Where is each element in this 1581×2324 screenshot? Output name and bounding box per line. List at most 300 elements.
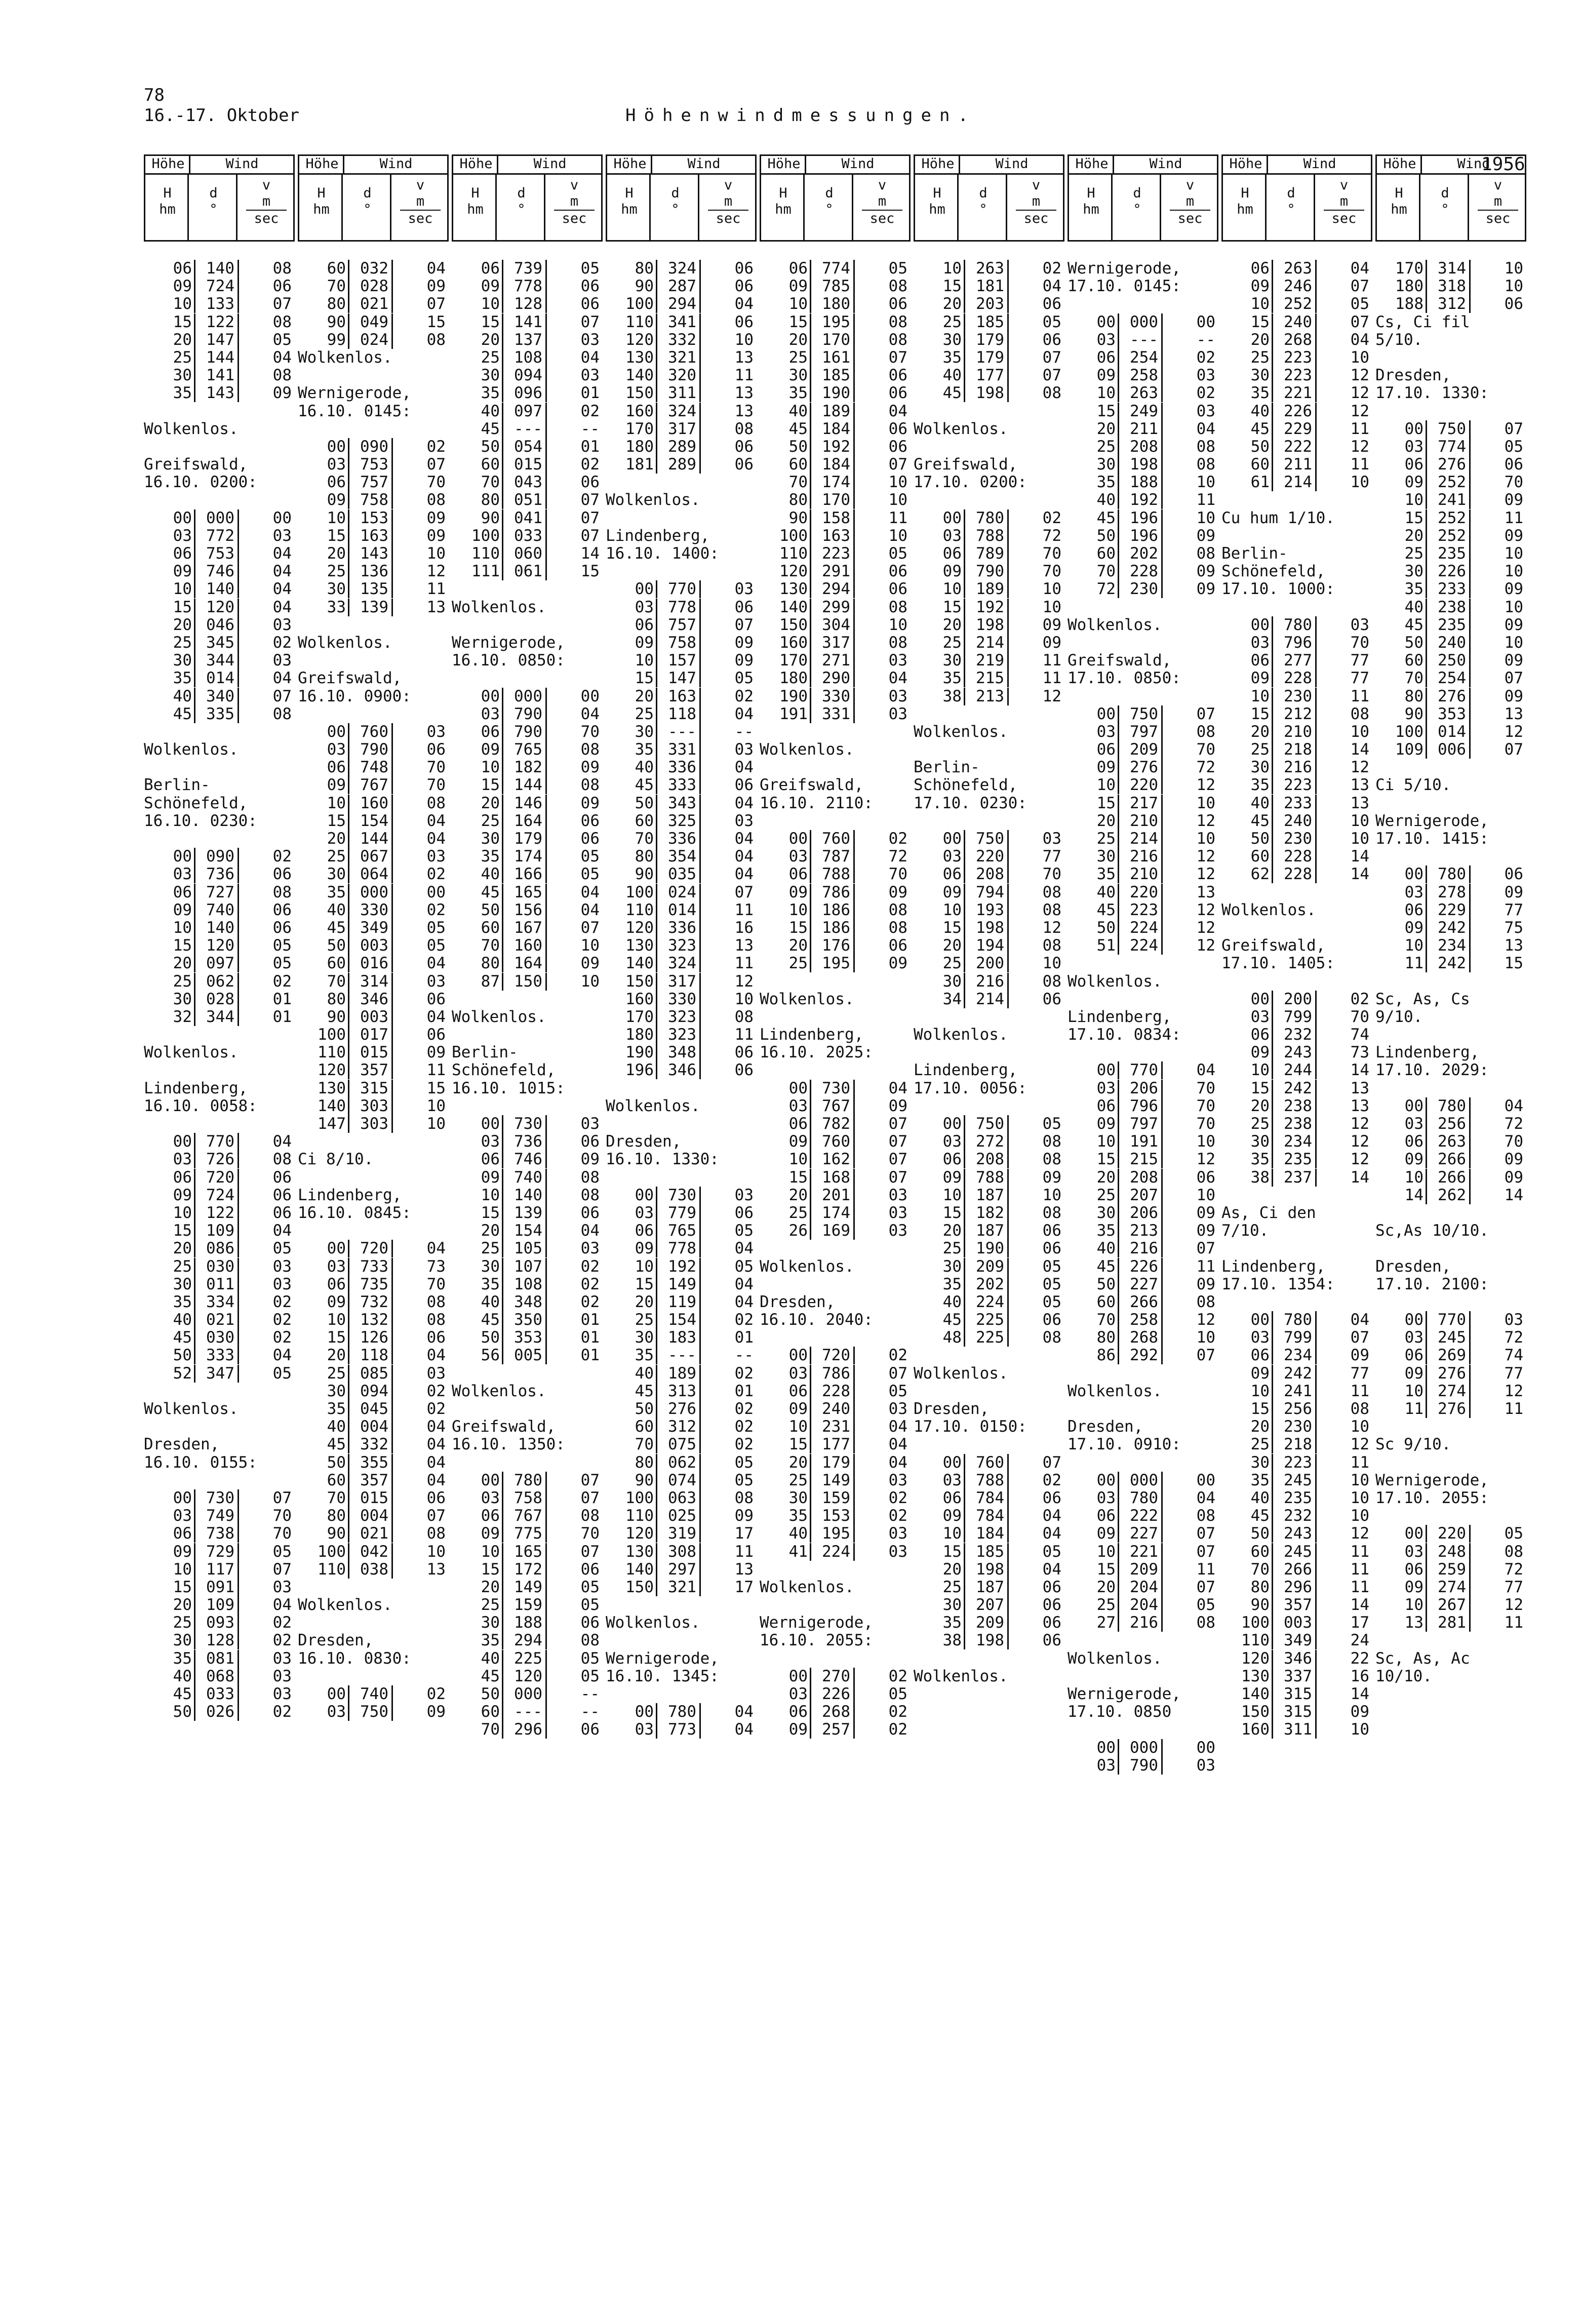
note-text: Cs, Ci fil: [1375, 312, 1470, 331]
note-text: 16.10. 0155:: [144, 1453, 257, 1472]
table-row: [144, 1543, 296, 1561]
table-row: [606, 1026, 758, 1044]
height-cell: 06: [760, 1703, 811, 1721]
table-row: [1221, 688, 1373, 705]
speed-cell: 04: [888, 1417, 907, 1436]
speed-cell: 03: [426, 847, 446, 866]
height-cell: 20: [914, 937, 965, 955]
speed-cell: 05: [580, 1596, 600, 1614]
height-cell: 80: [298, 1507, 349, 1525]
height-cell: 03: [452, 1133, 503, 1151]
table-row: [1221, 1596, 1373, 1614]
direction-cell: 263: [965, 260, 1009, 278]
direction-cell: 297: [657, 1561, 701, 1579]
direction-cell: 160: [503, 937, 547, 955]
height-cell: 99: [298, 331, 349, 349]
spacer: [1221, 884, 1373, 901]
speed-cell: 04: [426, 1346, 446, 1365]
table-row: [1068, 563, 1219, 580]
height-cell: 35: [1375, 580, 1427, 598]
table-row: [606, 884, 758, 901]
table-row: [1375, 705, 1527, 723]
table-row: [144, 1169, 296, 1187]
speed-cell: 08: [580, 1186, 600, 1204]
direction-cell: 779: [657, 1204, 701, 1222]
direction-cell: 331: [811, 705, 855, 723]
speed-cell: 04: [426, 1435, 446, 1454]
note-text: 17.10. 1405:: [1221, 954, 1335, 973]
wind-label: Wind: [1457, 156, 1490, 172]
table-row: [760, 1418, 912, 1436]
height-cell: 03: [144, 865, 195, 883]
speed-cell: 07: [888, 1168, 907, 1187]
spacer: [298, 652, 450, 669]
direction-cell: 041: [503, 509, 547, 527]
direction-cell: 062: [195, 973, 239, 991]
column-header: [1068, 154, 1218, 242]
spacer: [298, 367, 450, 384]
direction-cell: 107: [503, 1258, 547, 1276]
note-text: 16.10. 0845:: [298, 1203, 411, 1222]
table-row: [452, 973, 604, 991]
direction-cell: 223: [1273, 349, 1317, 367]
speed-cell: 11: [1196, 491, 1215, 509]
table-row: [760, 1721, 912, 1739]
spacer: [298, 1614, 450, 1632]
direction-cell: 760: [811, 830, 855, 848]
table-row: [452, 901, 604, 919]
direction-cell: 174: [811, 474, 855, 491]
station-note: [760, 1579, 912, 1596]
spacer: [1221, 527, 1373, 545]
height-cell: 00: [1068, 313, 1119, 331]
spacer: [1375, 1293, 1527, 1311]
table-row: [144, 509, 296, 527]
height-cell: 110: [760, 545, 811, 563]
table-row: [1221, 1400, 1373, 1418]
station-note: [452, 1383, 604, 1400]
direction-cell: 021: [349, 295, 393, 313]
speed-cell: 70: [272, 1524, 292, 1543]
spacer: [606, 1115, 758, 1133]
station-note: [1068, 1685, 1219, 1703]
speed-cell: 07: [1350, 312, 1369, 331]
height-cell: 160: [606, 403, 657, 420]
height-cell: 10: [452, 1543, 503, 1561]
speed-cell: 05: [580, 259, 600, 278]
speed-cell: 13: [734, 1560, 754, 1579]
direction-cell: 030: [195, 1329, 239, 1347]
direction-unit: d °: [807, 174, 853, 240]
direction-cell: 051: [503, 491, 547, 509]
height-cell: 20: [144, 1240, 195, 1257]
station-note: [1375, 1061, 1527, 1079]
table-row: [452, 1685, 604, 1703]
spacer: [914, 1347, 1065, 1364]
table-row: [298, 1329, 450, 1347]
table-row: [606, 795, 758, 812]
height-cell: 09: [1375, 1151, 1427, 1168]
station-note: [1068, 1418, 1219, 1436]
station-note: [298, 1187, 450, 1204]
direction-cell: 176: [811, 937, 855, 955]
table-row: [1221, 705, 1373, 723]
height-cell: 10: [914, 901, 965, 919]
table-row: [298, 1365, 450, 1383]
direction-cell: 225: [503, 1650, 547, 1668]
height-cell: 35: [914, 349, 965, 367]
height-cell: 33: [298, 599, 349, 616]
spacer: [606, 474, 758, 491]
direction-cell: 068: [195, 1668, 239, 1685]
direction-cell: 788: [965, 527, 1009, 545]
table-row: [298, 884, 450, 901]
speed-cell: 02: [426, 900, 446, 919]
height-cell: 10: [452, 759, 503, 776]
table-row: [298, 474, 450, 491]
table-row: [452, 919, 604, 937]
speed-cell: 02: [1196, 384, 1215, 403]
height-cell: 180: [760, 669, 811, 687]
speed-cell: 12: [1350, 437, 1369, 456]
table-row: [144, 545, 296, 563]
direction-cell: 340: [195, 688, 239, 705]
speed-cell: 13: [1350, 1096, 1369, 1115]
speed-cell: 70: [1196, 1096, 1215, 1115]
spacer: [1068, 1721, 1219, 1739]
direction-cell: 149: [503, 1579, 547, 1596]
direction-cell: 243: [1273, 1525, 1317, 1543]
direction-cell: 296: [1273, 1579, 1317, 1596]
table-row: [298, 1543, 450, 1561]
direction-cell: 317: [657, 420, 701, 438]
table-row: [1221, 812, 1373, 830]
direction-cell: 794: [965, 884, 1009, 901]
table-row: [606, 705, 758, 723]
table-row: [1375, 669, 1527, 687]
speed-cell: 00: [1196, 312, 1215, 331]
speed-cell: 06: [734, 437, 754, 456]
note-text: Dresden,: [1375, 1257, 1451, 1276]
speed-cell: 06: [888, 562, 907, 581]
speed-cell: 04: [272, 562, 292, 581]
height-cell: 196: [606, 1061, 657, 1079]
direction-cell: 335: [195, 705, 239, 723]
speed-cell: 04: [734, 758, 754, 777]
table-row: [1221, 795, 1373, 812]
table-row: [914, 1133, 1065, 1151]
speed-cell: 07: [1504, 419, 1523, 438]
station-note: [1068, 973, 1219, 991]
speed-cell: 02: [1042, 259, 1061, 278]
speed-cell: 03: [888, 1542, 907, 1561]
speed-cell: 10: [888, 615, 907, 634]
table-row: [144, 260, 296, 278]
direction-cell: 170: [811, 491, 855, 509]
table-row: [1068, 741, 1219, 759]
spacer: [1375, 403, 1527, 420]
direction-cell: 760: [811, 1133, 855, 1151]
speed-cell: 08: [1042, 883, 1061, 901]
direction-cell: 220: [1119, 776, 1163, 794]
speed-cell: 08: [426, 1311, 446, 1329]
speed-cell: 04: [426, 1471, 446, 1489]
table-row: [1068, 545, 1219, 563]
table-row: [914, 901, 1065, 919]
speed-cell: 12: [1196, 1311, 1215, 1329]
height-cell: 70: [1068, 563, 1119, 580]
speed-cell: 04: [580, 900, 600, 919]
spacer: [914, 491, 1065, 509]
table-row: [144, 1507, 296, 1525]
direction-cell: 325: [657, 812, 701, 830]
table-row: [760, 1507, 912, 1525]
speed-cell: 01: [734, 1382, 754, 1400]
height-cell: 120: [298, 1061, 349, 1079]
spacer: [760, 1061, 912, 1079]
speed-cell: 07: [888, 1115, 907, 1133]
speed-cell: 08: [888, 312, 907, 331]
spacer: [1068, 1044, 1219, 1061]
table-row: [914, 1507, 1065, 1525]
table-row: [1375, 1596, 1527, 1614]
table-row: [298, 1311, 450, 1329]
station-note: [1068, 652, 1219, 669]
speed-cell: 08: [1196, 1292, 1215, 1311]
speed-cell: 08: [580, 1507, 600, 1525]
note-text: Wolkenlos.: [144, 1043, 239, 1062]
hoehe-label: Höhe: [301, 156, 344, 173]
table-row: [144, 1187, 296, 1204]
speed-cell: 02: [426, 865, 446, 884]
direction-cell: 214: [965, 634, 1009, 652]
direction-cell: 750: [1119, 705, 1163, 723]
direction-cell: 105: [503, 1240, 547, 1257]
height-cell: 10: [1221, 688, 1273, 705]
speed-cell: 02: [888, 1703, 907, 1721]
speed-cell: 02: [888, 1507, 907, 1525]
direction-cell: 263: [1273, 260, 1317, 278]
table-row: [1068, 865, 1219, 883]
table-row: [1221, 1454, 1373, 1472]
direction-cell: 790: [965, 563, 1009, 580]
height-cell: 06: [298, 1276, 349, 1293]
direction-cell: 179: [965, 331, 1009, 349]
spacer: [1375, 349, 1527, 367]
direction-cell: 274: [1427, 1383, 1471, 1400]
height-cell: 20: [1068, 1169, 1119, 1187]
speed-cell: 08: [272, 704, 292, 723]
note-text: Greifswald,: [144, 455, 248, 474]
spacer: [1375, 1454, 1527, 1472]
direction-cell: 758: [503, 1489, 547, 1507]
direction-unit: d °: [499, 174, 545, 240]
speed-cell: 08: [1042, 1203, 1061, 1222]
speed-cell: 03: [272, 1685, 292, 1703]
note-text: 17.10. 0145:: [1068, 277, 1181, 296]
direction-cell: 274: [1427, 1579, 1471, 1596]
speed-cell: 04: [1042, 1507, 1061, 1525]
direction-cell: 291: [811, 563, 855, 580]
speed-cell: 13: [1350, 1079, 1369, 1097]
column-header: [1221, 154, 1372, 242]
height-cell: 120: [606, 331, 657, 349]
direction-cell: 235: [1427, 616, 1471, 634]
direction-cell: 730: [657, 1187, 701, 1204]
height-cell: 45: [914, 1311, 965, 1329]
direction-cell: 323: [657, 1008, 701, 1026]
direction-cell: 219: [965, 652, 1009, 669]
direction-cell: 204: [1119, 1596, 1163, 1614]
direction-cell: 294: [811, 580, 855, 598]
direction-cell: 198: [1119, 456, 1163, 474]
speed-cell: 11: [426, 580, 446, 599]
table-row: [914, 1561, 1065, 1579]
direction-unit: d °: [1422, 174, 1469, 240]
spacer: [1068, 1365, 1219, 1383]
table-row: [914, 527, 1065, 545]
note-text: 16.10. 0200:: [144, 473, 257, 492]
height-cell: 170: [606, 1008, 657, 1026]
direction-cell: 311: [1273, 1721, 1317, 1739]
station-note: [914, 1061, 1065, 1079]
direction-cell: 063: [657, 1489, 701, 1507]
note-text: Wolkenlos.: [452, 1007, 546, 1026]
spacer: [298, 420, 450, 438]
spacer: [914, 1650, 1065, 1668]
spacer: [298, 1668, 450, 1685]
table-row: [606, 278, 758, 295]
table-row: [1221, 1472, 1373, 1489]
height-cell: 100: [298, 1026, 349, 1044]
height-cell: 35: [914, 1614, 965, 1632]
table-row: [1068, 1204, 1219, 1222]
height-cell: 70: [452, 474, 503, 491]
table-row: [144, 1525, 296, 1543]
table-row: [1068, 456, 1219, 474]
speed-cell: 06: [1042, 1631, 1061, 1650]
direction-cell: 787: [811, 848, 855, 865]
spacer: [606, 1632, 758, 1649]
direction-cell: 184: [811, 420, 855, 438]
table-row: [452, 955, 604, 972]
height-cell: 147: [298, 1115, 349, 1133]
table-row: [760, 1080, 912, 1097]
table-row: [144, 901, 296, 919]
table-row: [1068, 313, 1219, 331]
table-row: [1375, 1151, 1527, 1168]
column-8: [1221, 154, 1373, 2314]
speed-cell: 10: [426, 1096, 446, 1115]
note-text: Wolkenlos.: [606, 1613, 700, 1632]
height-cell: 06: [914, 545, 965, 563]
height-cell: 50: [1221, 438, 1273, 456]
table-row: [1221, 1721, 1373, 1739]
speed-cell: 07: [888, 1150, 907, 1169]
table-row: [914, 955, 1065, 972]
direction-cell: 225: [965, 1329, 1009, 1347]
speed-cell: 02: [272, 1311, 292, 1329]
station-note: [760, 1258, 912, 1276]
direction-cell: 796: [1273, 634, 1317, 652]
direction-cell: 256: [1427, 1115, 1471, 1133]
table-row: [760, 403, 912, 420]
direction-cell: 296: [503, 1721, 547, 1739]
height-cell: 00: [1375, 1311, 1427, 1329]
table-row: [1068, 1543, 1219, 1561]
station-note: [1221, 1276, 1373, 1293]
speed-cell: 09: [580, 758, 600, 777]
table-row: [760, 1204, 912, 1222]
direction-cell: 139: [349, 599, 393, 616]
height-cell: 191: [760, 705, 811, 723]
table-row: [914, 1204, 1065, 1222]
note-text: Lindenberg,: [760, 1026, 864, 1044]
height-cell: 09: [1375, 474, 1427, 491]
table-row: [1068, 1240, 1219, 1257]
speed-cell: 15: [1504, 954, 1523, 973]
table-row: [1068, 580, 1219, 598]
height-cell: 35: [914, 669, 965, 687]
table-row: [298, 1383, 450, 1400]
table-row: [452, 1329, 604, 1347]
height-cell: 50: [760, 438, 811, 456]
speed-cell: 17: [734, 1578, 754, 1596]
speed-cell: 08: [888, 633, 907, 652]
table-row: [1068, 1507, 1219, 1525]
table-row: [606, 1561, 758, 1579]
table-row: [606, 1507, 758, 1525]
direction-cell: 276: [1427, 1365, 1471, 1383]
direction-cell: 784: [965, 1507, 1009, 1525]
height-cell: 50: [298, 1454, 349, 1472]
speed-cell: 11: [734, 1542, 754, 1561]
speed-cell: 07: [1196, 1346, 1215, 1365]
speed-cell: 06: [1504, 455, 1523, 474]
height-cell: 80: [1221, 1579, 1273, 1596]
direction-cell: 746: [195, 563, 239, 580]
table-row: [298, 527, 450, 545]
height-cell: 50: [1375, 634, 1427, 652]
direction-cell: 235: [1273, 1151, 1317, 1168]
table-row: [452, 830, 604, 848]
height-unit: H hm: [1071, 174, 1113, 240]
table-row: [298, 919, 450, 937]
direction-cell: 724: [195, 278, 239, 295]
spacer: [760, 1276, 912, 1293]
speed-cell: 70: [426, 1275, 446, 1293]
height-cell: 10: [144, 1561, 195, 1579]
direction-cell: 224: [965, 1293, 1009, 1311]
table-row: [760, 1436, 912, 1453]
speed-cell: 09: [1350, 1703, 1369, 1721]
speed-cell: 70: [1042, 865, 1061, 884]
direction-cell: 732: [349, 1293, 393, 1311]
table-row: [1221, 1632, 1373, 1649]
height-cell: 06: [144, 1169, 195, 1187]
direction-cell: 210: [1119, 865, 1163, 883]
direction-cell: 206: [1119, 1204, 1163, 1222]
height-cell: 03: [1221, 1008, 1273, 1026]
direction-cell: 054: [503, 438, 547, 456]
table-row: [606, 1365, 758, 1383]
direction-cell: 235: [1273, 1489, 1317, 1507]
station-note: [298, 1632, 450, 1649]
direction-cell: 183: [657, 1329, 701, 1347]
table-row: [1068, 1472, 1219, 1489]
direction-cell: 133: [195, 295, 239, 313]
height-cell: 150: [1221, 1703, 1273, 1721]
